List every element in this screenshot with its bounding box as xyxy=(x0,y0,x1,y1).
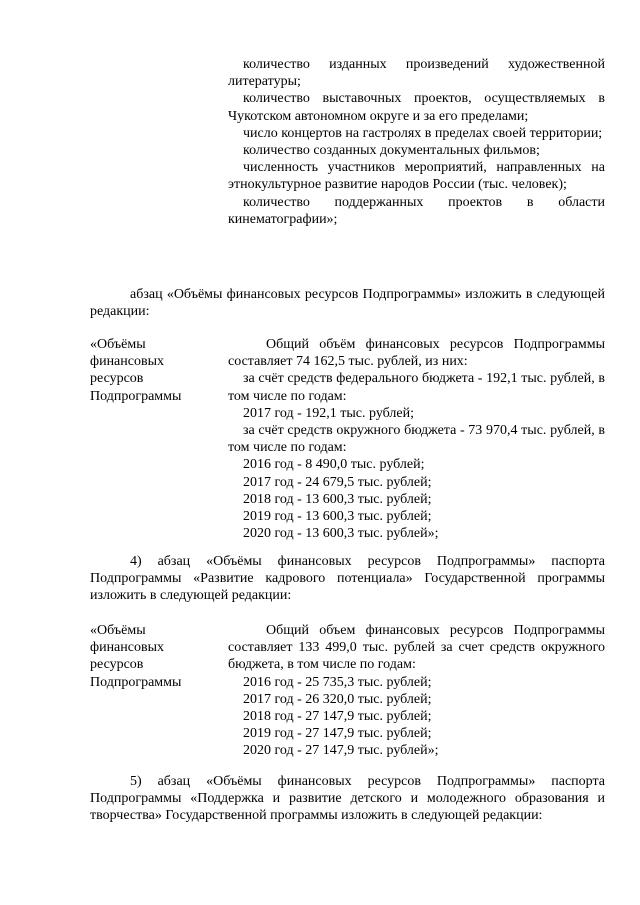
paragraph-2 xyxy=(90,553,605,605)
list-item: количество изданных произведений художественной литературы; xyxy=(228,57,605,90)
list-item: количество поддержанных проектов в области кинематографии»; xyxy=(228,194,605,227)
year-line: 2017 год - 26 320,0 тыс. рублей; xyxy=(243,691,432,707)
list-item: численность участников мероприятий, направленных на этнокультурное развитие народов России (тыс. человек); xyxy=(228,160,605,193)
paragraph-3 xyxy=(90,773,605,825)
list-item: количество созданных документальных фильмов; xyxy=(243,143,540,159)
year-line: 2019 год - 13 600,3 тыс. рублей; xyxy=(243,509,432,525)
paragraph-text: 4) абзац «Объёмы финансовых ресурсов Подпрограммы» паспорта Подпрограммы «Развитие кадрового потенциала» Государственной программы изложить в следующей редакции: xyxy=(90,554,605,604)
year-line: 2020 год - 13 600,3 тыс. рублей»; xyxy=(243,526,439,542)
funding-intro: Общий объем финансовых ресурсов Подпрограммы составляет 133 499,0 тыс. рублей за счет средств окружного бюджета, в том числе по годам: xyxy=(228,623,605,673)
paragraph-text: 5) абзац «Объёмы финансовых ресурсов Подпрограммы» паспорта Подпрограммы «Поддержка и развитие детского и молодежного образования и творчества» Государственной программы изложить в следующей редакции: xyxy=(90,774,605,824)
list-item: количество выставочных проектов, осуществляемых в Чукотском автономном округе и за его пределами; xyxy=(228,91,605,124)
list-item: число концертов на гастролях в пределах своей территории; xyxy=(243,125,603,141)
funding-body xyxy=(228,336,605,542)
district-budget-text: за счёт средств окружного бюджета - 73 970,4 тыс. рублей, в том числе по годам: xyxy=(228,423,605,456)
year-line: 2016 год - 25 735,3 тыс. рублей; xyxy=(243,674,432,690)
funding-label: «Объёмы финансовых ресурсов Подпрограммы xyxy=(90,337,182,404)
year-line: 2017 год - 192,1 тыс. рублей; xyxy=(243,405,415,421)
year-line: 2020 год - 27 147,9 тыс. рублей»; xyxy=(243,743,439,759)
funding-intro: Общий объём финансовых ресурсов Подпрограммы составляет 74 162,5 тыс. рублей, из них: xyxy=(228,337,605,370)
year-line: 2018 год - 27 147,9 тыс. рублей; xyxy=(243,709,432,725)
funding-label: «Объёмы финансовых ресурсов Подпрограммы xyxy=(90,623,182,690)
year-line: 2018 год - 13 600,3 тыс. рублей; xyxy=(243,491,432,507)
year-line: 2017 год - 24 679,5 тыс. рублей; xyxy=(243,474,432,490)
indicator-list xyxy=(228,56,605,228)
year-line: 2019 год - 27 147,9 тыс. рублей; xyxy=(243,726,432,742)
paragraph-text: абзац «Объёмы финансовых ресурсов Подпрограммы» изложить в следующей редакции: xyxy=(90,287,605,320)
funding-body xyxy=(228,622,605,760)
year-line: 2016 год - 8 490,0 тыс. рублей; xyxy=(243,457,425,473)
federal-budget-text: за счёт средств федерального бюджета - 192,1 тыс. рублей, в том числе по годам: xyxy=(228,371,605,404)
paragraph-1 xyxy=(90,286,605,320)
